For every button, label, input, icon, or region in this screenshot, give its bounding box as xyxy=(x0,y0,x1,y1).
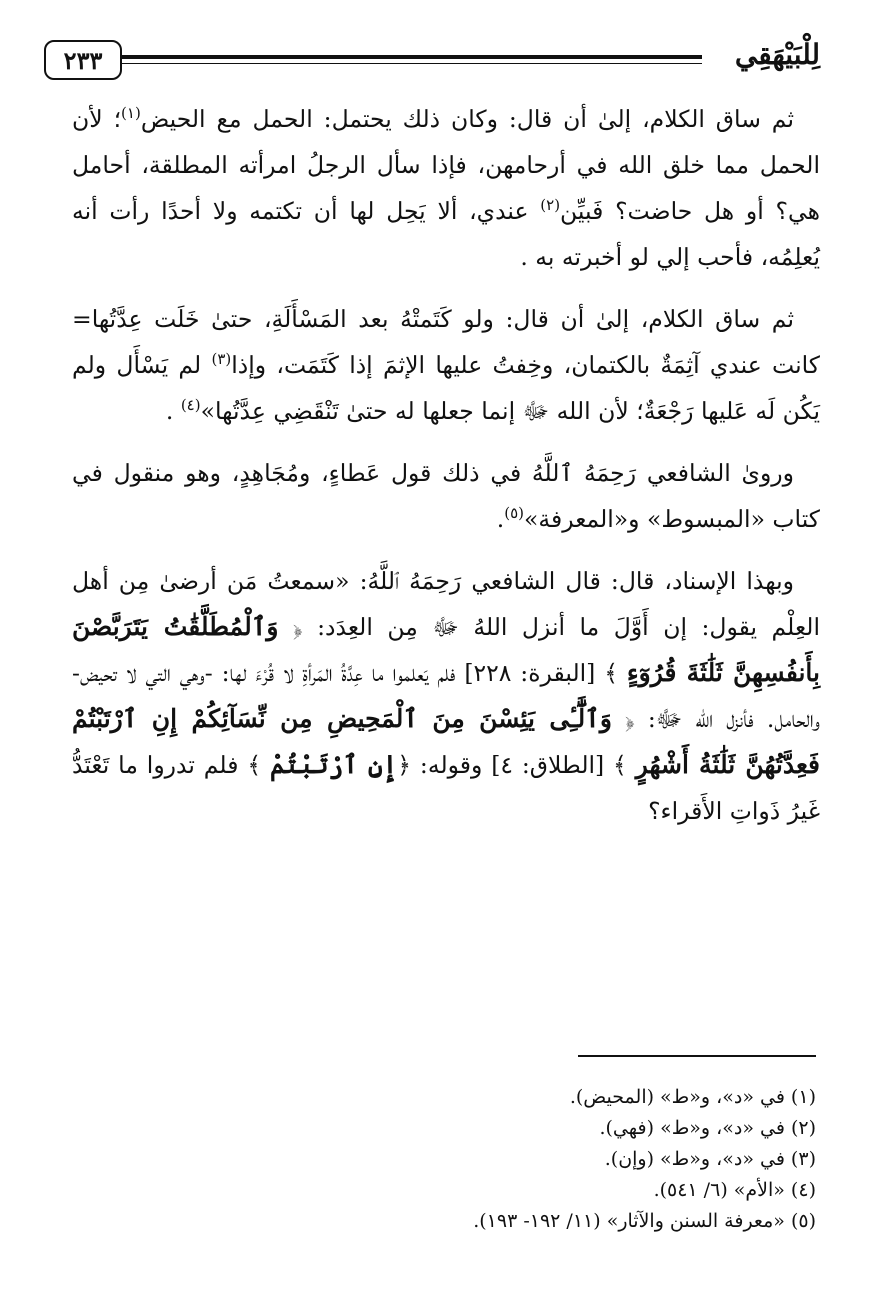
page-number: ٢٣٣ xyxy=(44,40,122,80)
text-run: ﴾ فلم تدروا ما تَعْتَدُّ غَيرُ ذَواتِ الأَقراء؟ xyxy=(72,751,820,825)
paragraph xyxy=(72,558,820,834)
footnote: (٢) في «د»، و«ط» (فهي). xyxy=(599,1117,816,1139)
text-run: ؛ لأن الحمل مما خلق الله في أرحامهن، فإذا سأل الرجلُ امرأته المطلقة، أحامل هي؟ أو هل حاضت؟ فَبيِّن xyxy=(72,105,820,225)
text-run: عندي، ألا يَحِل لها أن تكتمه ولا أحدًا رأت أنه يُعلِمُه، فأحب إلي لو أخبرته به . xyxy=(72,197,820,271)
running-head: لِلْبَيْهَقِي xyxy=(734,38,820,71)
text-run: ﴾ [البقرة: ٢٢٨] فلم يَعلموا ما عِدَّةُ المَرأةِ لا قُرْءَ لها: -وهي التي لا تحيض- والحامل. فأنزل الله ﷻ: ﴿ xyxy=(72,659,820,733)
body-text xyxy=(72,96,820,850)
footnote-marker: (٢) xyxy=(540,196,561,215)
text-run: لم يَسْأَل ولم يَكُن لَه عَليها رَجْعَةٌ؛ لأن الله ﷻ إنما جعلها له حتىٰ تَنْقَضِي عِدَّتُها» xyxy=(72,351,820,425)
quran-verse: إِنِ ٱرْتَبْتُمْ xyxy=(269,750,398,779)
footnotes xyxy=(72,1082,816,1237)
footnote-marker: (٥) xyxy=(504,504,525,523)
footnote: (٤) «الأم» (٦/ ٥٤١). xyxy=(653,1179,816,1201)
page-header xyxy=(44,36,820,86)
text-run: . xyxy=(496,505,505,533)
text-run: وروىٰ الشافعي رَحِمَهُ ٱللَّهُ في ذلك قول عَطاءٍ، ومُجَاهِدٍ، وهو منقول في كتاب «المبسوط» و«المعرفة» xyxy=(72,459,820,533)
paragraph xyxy=(72,96,820,280)
quran-verse: وَٱلْمُطَلَّقَٰتُ يَتَرَبَّصْنَ بِأَنفُسِهِنَّ ثَلَٰثَةَ قُرُوٓءٍ xyxy=(72,612,821,687)
header-rule xyxy=(122,55,702,64)
footnote: (٥) «معرفة السنن والآثار» (١١/ ١٩٢- ١٩٣). xyxy=(473,1210,816,1232)
paragraph xyxy=(72,450,820,542)
text-run: ثم ساق الكلام، إلىٰ أن قال: ولو كَتَمتْهُ بعد المَسْأَلَةِ، حتىٰ خَلَت عِدَّتُها= كانت عندي آثِمَةٌ بالكتمان، وخِفتُ عليها الإثمَ إذا كَتَمَت، وإذا xyxy=(72,305,820,379)
text-run: ﴾ [الطلاق: ٤] وقوله: ﴿ xyxy=(397,751,636,779)
paragraph xyxy=(72,296,820,434)
text-run: ثم ساق الكلام، إلىٰ أن قال: وكان ذلك يحتمل: الحمل مع الحيض xyxy=(140,105,794,133)
footnote-marker: (٤) xyxy=(180,396,201,415)
footnote-marker: (١) xyxy=(121,104,141,123)
footnote: (١) في «د»، و«ط» (المحيض). xyxy=(569,1086,816,1108)
footnote: (٣) في «د»، و«ط» (وإن). xyxy=(604,1148,816,1170)
text-run: . xyxy=(165,397,181,425)
footnote-separator xyxy=(578,1055,816,1057)
text-run: وبهذا الإسناد، قال: قال الشافعي رَحِمَهُ ٱللَّهُ: «سمعتُ مَن أرضىٰ مِن أهل العِلْم يقول: إن أَوَّلَ ما أنزل اللهُ ﷻ مِن العِدَد: ﴿ xyxy=(72,567,820,641)
footnote-marker: (٣) xyxy=(211,350,232,369)
quran-verse: وَٱلَّٰٓـِٔى يَئِسْنَ مِنَ ٱلْمَحِيضِ مِن نِّسَآئِكُمْ إِنِ ٱرْتَبْتُمْ فَعِدَّتُهُنَّ ثَلَٰثَةُ أَشْهُرٍ xyxy=(72,704,820,779)
